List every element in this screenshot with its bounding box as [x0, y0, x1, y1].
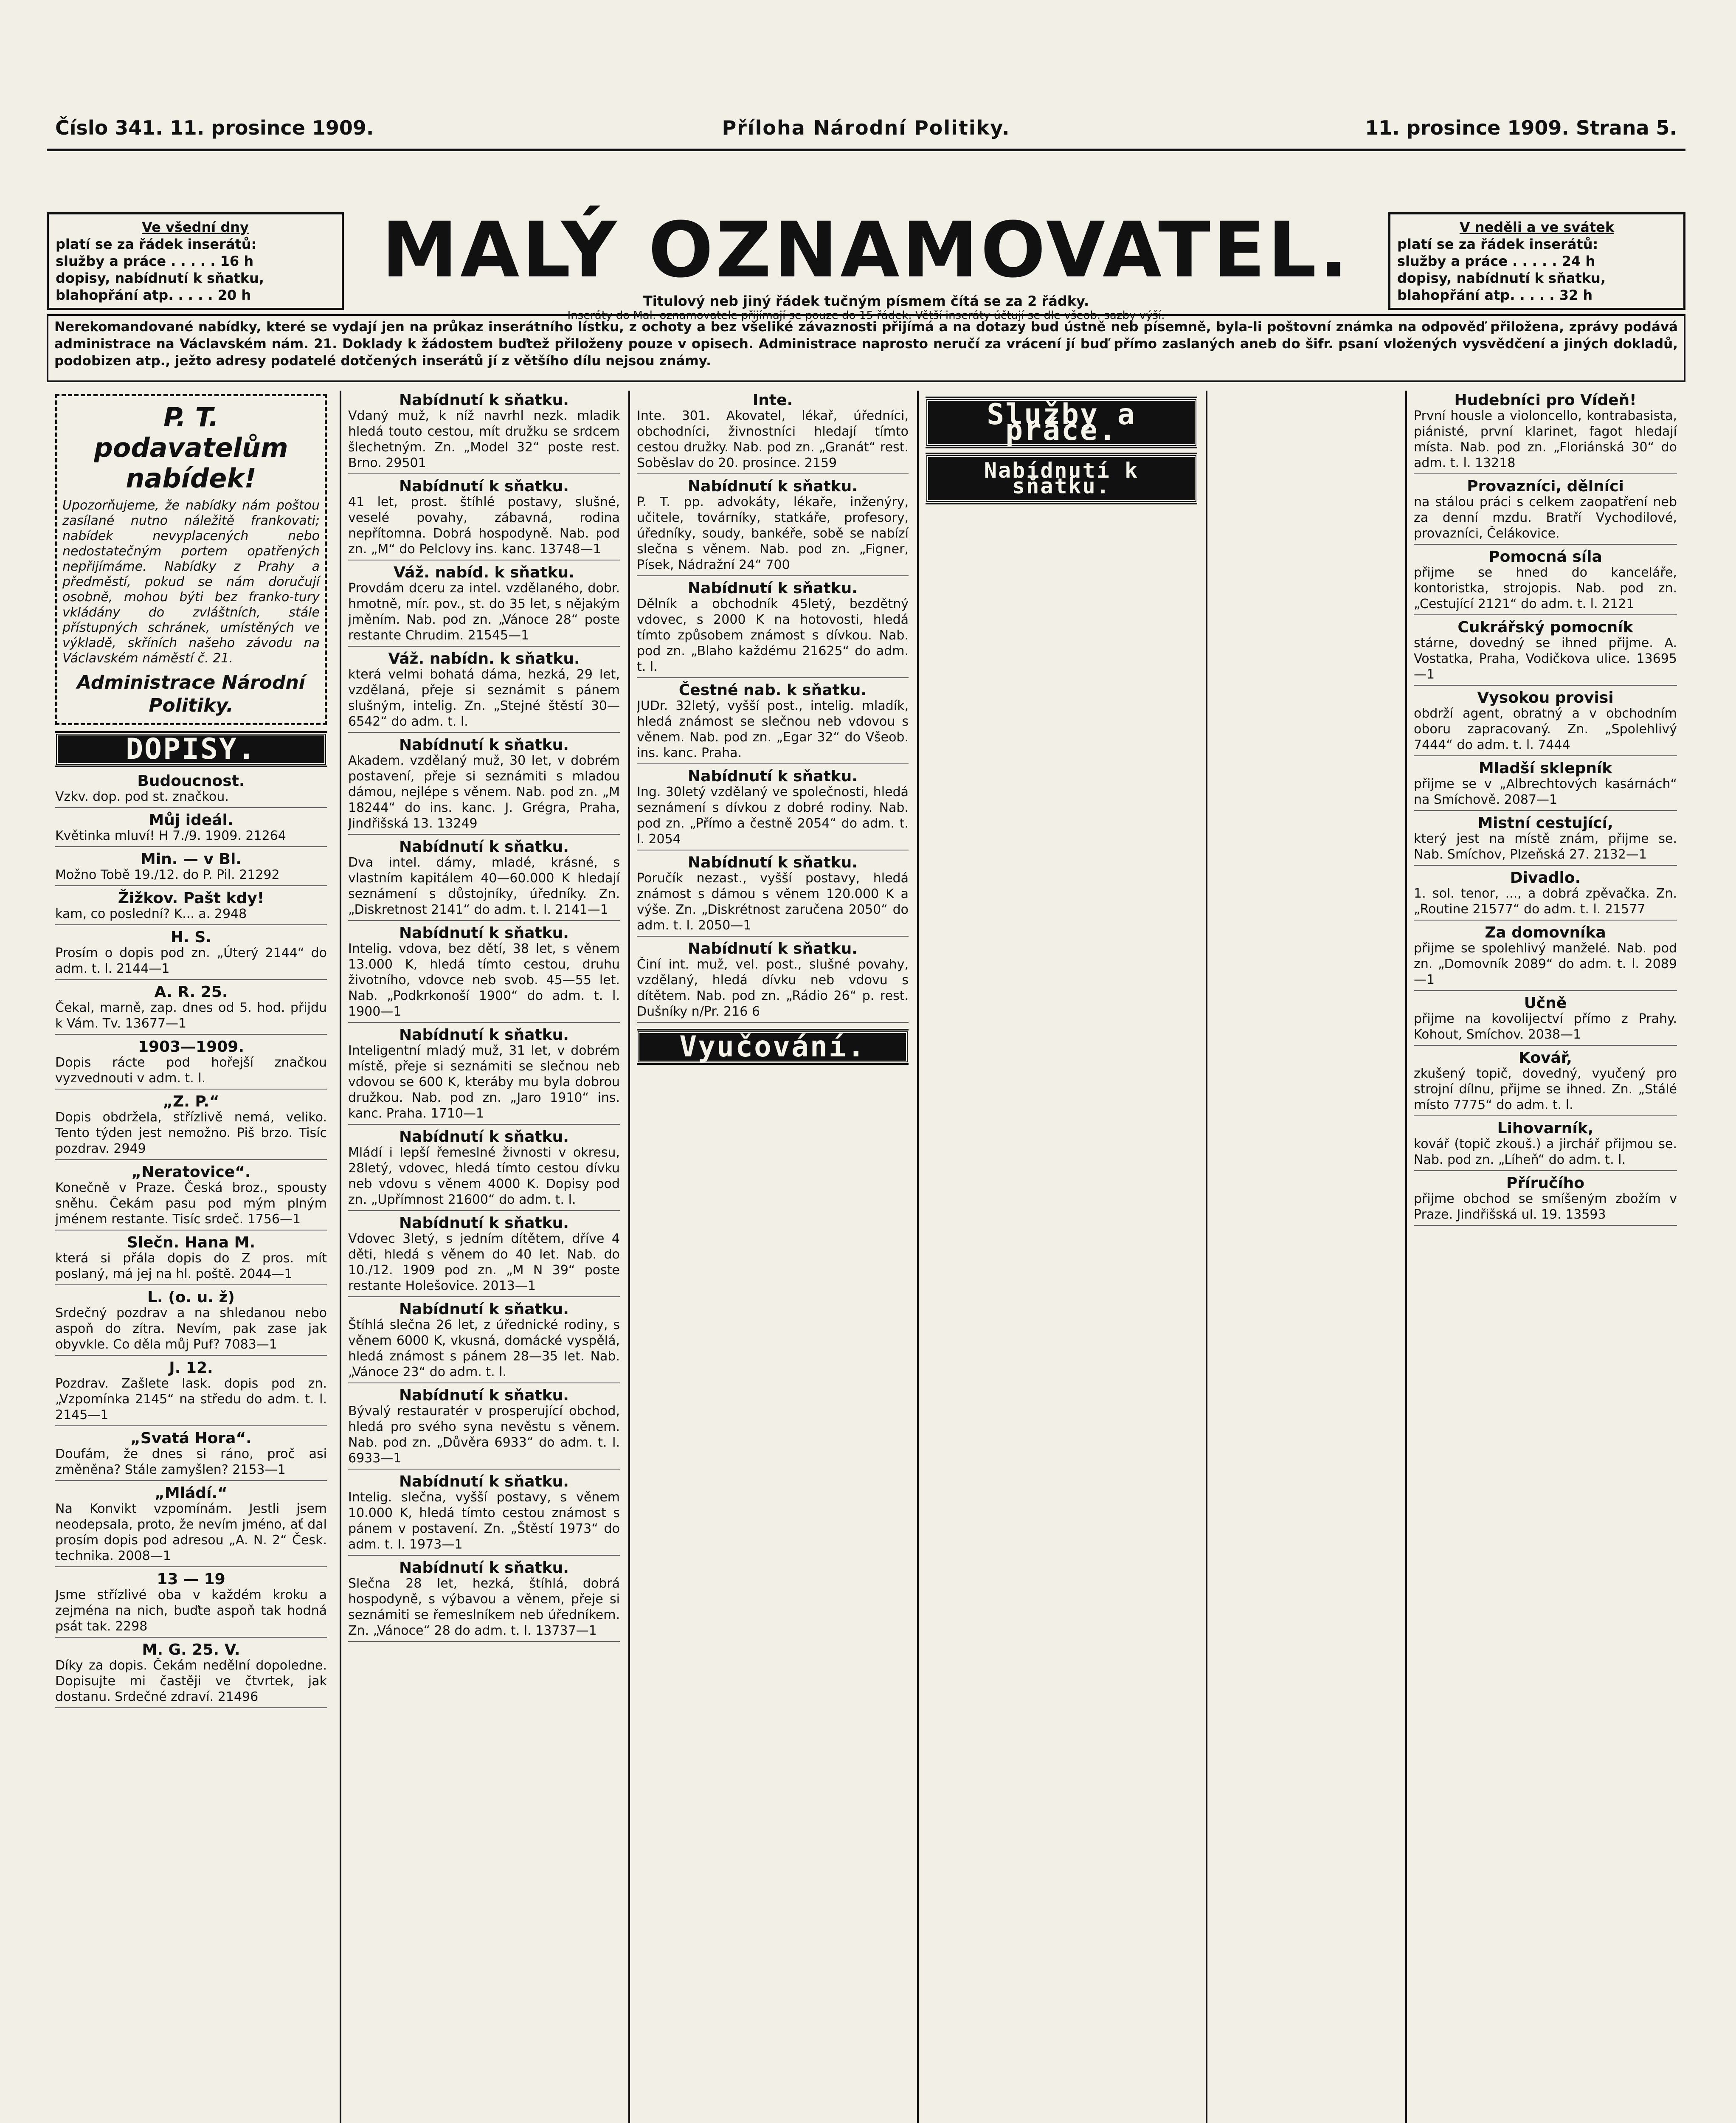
classified-ad	[348, 1301, 620, 1383]
ad-heading: Provazníci, dělníci	[1467, 478, 1624, 495]
ad-heading: Nabídnutí k sňatku.	[399, 391, 569, 409]
rates-weekday	[47, 212, 344, 310]
ad-text: Bývalý restauratér v prosperující obchod, hledá pro svého syna nevěstu s věnem. Nab. pod zn. „Důvěra 6933“ do adm. t. l. 6933—1	[348, 1404, 620, 1466]
classified-ad	[1414, 1050, 1677, 1116]
classified-ad	[55, 1642, 327, 1708]
ad-text: Čekal, marně, zap. dnes od 5. hod. přijdu k Vám. Tv. 13677—1	[55, 1000, 327, 1031]
notice-signature: Administrace Národní Politiky.	[77, 672, 305, 716]
ad-heading: Nabídnutí k sňatku.	[688, 768, 858, 785]
header-rule	[47, 149, 1685, 151]
ad-text: Dva intel. dámy, mladé, krásné, s vlastním kapitálem 40—60.000 K hledají seznámení s důstojníky, úředníky. Zn. „Diskretnost 2141“ do adm. t. l. 2141—1	[348, 855, 620, 917]
ad-text: Provdám dceru za intel. vzdělaného, dobr. hmotně, mír. pov., st. do 35 let, s nějakým jměním. Nab. pod zn. „Vánoce 28“ poste restante Chrudim. 21545—1	[348, 581, 620, 643]
classified-ad	[637, 392, 909, 474]
section-dopisy: DOPISY.	[55, 733, 327, 766]
ad-heading: Váž. nabíd. k sňatku.	[394, 564, 574, 581]
ad-text: Možno Tobě 19./12. do P. Pil. 21292	[55, 867, 280, 882]
ad-list	[55, 773, 327, 1708]
ad-heading: Kovář,	[1519, 1049, 1572, 1067]
classified-ad	[55, 1235, 327, 1285]
classified-ad	[1414, 392, 1677, 474]
classified-ad	[637, 479, 909, 576]
ad-heading: Nabídnutí k sňatku.	[688, 580, 858, 597]
ad-text: Štíhlá slečna 26 let, z úřednické rodiny, s věnem 6000 K, vkusná, domácké vyspělá, hledá známost s pánem 28—35 let. Nab. „Vánoce 23“ do adm. t. l.	[348, 1318, 620, 1380]
ad-text: Činí int. muž, vel. post., slušné povahy, vzdělaný, hledá dívku neb vdovu s dítětem. Nab. pod zn. „Rádio 26“ p. rest. Dušníky n/Pr. 216 6	[637, 957, 909, 1019]
ad-heading: Nabídnutí k sňatku.	[399, 736, 569, 754]
ad-heading: Nabídnutí k sňatku.	[399, 924, 569, 942]
ad-text: 41 let, prost. štíhlé postavy, slušné, veselé povahy, zábavná, rodina nepřítomna. Dobrá hospodyně. Nab. pod zn. „M“ do Pelclovy ins. kanc. 13748—1	[348, 495, 620, 557]
ad-text: Pozdrav. Zašlete lask. dopis pod zn. „Vzpomínka 2145“ na středu do adm. t. l. 2145—1	[55, 1376, 327, 1422]
classified-ad	[348, 839, 620, 921]
classified-ad	[348, 1027, 620, 1125]
ad-text: P. T. pp. advokáty, lékaře, inženýry, učitele, továrníky, statkáře, profesory, úředníky, soudy, bankéře, sobě se nabízí slečna s věnem. Nab. pod zn. „Figner, Písek, Nádražní 24“ 700	[637, 495, 909, 572]
classified-ad	[55, 1164, 327, 1230]
classified-ad	[637, 855, 909, 937]
ad-text: která si přála dopis do Z pros. mít poslaný, má jej na hl. poště. 2044—1	[55, 1251, 327, 1281]
column-divider	[628, 391, 630, 2123]
classified-ad	[55, 1360, 327, 1426]
ad-heading: Cukrářský pomocník	[1457, 619, 1633, 636]
ad-heading: Žižkov. Pašt kdy!	[118, 890, 264, 907]
rate-line: platí se za řádek inserátů:	[56, 236, 257, 252]
column-1	[55, 391, 327, 2123]
ad-text: Slečna 28 let, hezká, štíhlá, dobrá hospodyně, s výbavou a věnem, přeje si seznámiti se řemeslníkem neb úředníkem. Zn. „Vánoce“ 28 do adm. t. l. 13737—1	[348, 1576, 620, 1638]
classified-ad	[55, 890, 327, 925]
ad-text: Květinka mluví! H 7./9. 1909. 21264	[55, 828, 286, 843]
rate-line: blahopřání atp. . . . . 20 h	[56, 287, 251, 303]
classified-ad	[348, 1215, 620, 1297]
classified-ad	[348, 651, 620, 733]
newspaper-page	[47, 25, 1685, 2123]
ad-heading: J. 12.	[169, 1359, 213, 1377]
administration-notice: Nerekomandované nabídky, které se vydají jen na průkaz inserátního lístku, z ochoty a bez všeliké závaznosti přijímá a na dotazy bud ústně neb písemně, byla-li poštovní známka na odpověď přiložena, zprávy podává administrace na Václavském nám. 21. Doklady k žádostem buďtež přiloženy pouze v opisech. Administrace naprosto neručí za vrácení jí buď přímo zaslaných aneb do šifr. psaní vložených vysvědčení a jiných dokladů, podobizen atp., ježto adresy podatelé dotčených inserátů jí z většího dílu nejsou známy.	[47, 314, 1685, 382]
ad-heading: Slečn. Hana M.	[127, 1234, 256, 1251]
classified-ad	[348, 1474, 620, 1556]
ad-heading: Lihovarník,	[1497, 1120, 1594, 1137]
ad-text: která velmi bohatá dáma, hezká, 29 let, vzdělaná, přeje si seznámit s pánem slušným, intelig. Zn. „Stejné štěstí 30—6542“ do adm. t. l.	[348, 667, 620, 729]
ad-heading: H. S.	[171, 929, 211, 946]
ad-heading: Vysokou provisi	[1477, 689, 1614, 707]
ad-heading: Nabídnutí k sňatku.	[688, 940, 858, 957]
masthead-note: Inseráty do Mal. oznamovatele přijímají se pouze do 15 řádek. Větší inseráty účtují se dle všeob. sazby výší.	[567, 309, 1165, 322]
classified-ad	[637, 769, 909, 850]
ad-text: Vzkv. dop. pod st. značkou.	[55, 789, 229, 804]
column-2	[348, 391, 620, 2123]
masthead-title: MALÝ OZNAMOVATEL.	[381, 206, 1351, 295]
date-page: 11. prosince 1909. Strana 5.	[1365, 116, 1677, 139]
supplement-title: Příloha Národní Politiky.	[722, 116, 1010, 139]
classified-ad	[55, 812, 327, 847]
classified-ad	[1414, 815, 1677, 866]
ad-heading: Nabídnutí k sňatku.	[399, 1473, 569, 1490]
ad-text: Doufám, že dnes si ráno, proč asi změněna? Stále zamyšlen? 2153—1	[55, 1447, 327, 1477]
ad-heading: Za domovníka	[1485, 924, 1606, 941]
ad-text: 1. sol. tenor, ..., a dobrá zpěvačka. Zn. „Routine 21577“ do adm. t. l. 21577	[1414, 886, 1677, 917]
ad-text: obdrží agent, obratný a v obchodním oboru zapracovaný. Zn. „Spolehlivý 7444“ do adm. t. l. 7444	[1414, 706, 1677, 752]
classified-ad	[348, 1388, 620, 1470]
ad-text: Konečně v Praze. Česká broz., spousty sněhu. Čekám pasu pod mým plným jménem restante. Tisíc srdeč. 1756—1	[55, 1180, 327, 1227]
classified-ad	[55, 1094, 327, 1160]
ad-heading: Nabídnutí k sňatku.	[399, 1128, 569, 1146]
ad-heading: Můj ideál.	[149, 811, 234, 829]
section-sluzby: Služby a práce.	[926, 398, 1197, 447]
ad-heading: „Z. P.“	[163, 1093, 219, 1110]
classified-ad	[637, 941, 909, 1023]
ad-text: přijme se v „Albrechtových kasárnách“ na Smíchově. 2087—1	[1414, 777, 1677, 807]
classified-ad	[1414, 1121, 1677, 1171]
column-4	[926, 391, 1197, 2123]
column-divider	[1405, 391, 1407, 2123]
notice-title: P. T. podavatelům nabídek!	[94, 402, 288, 494]
ad-heading: Nabídnutí k sňatku.	[399, 1387, 569, 1404]
ad-heading: Divadlo.	[1510, 869, 1581, 887]
classified-ad	[1414, 690, 1677, 756]
ad-text: JUDr. 32letý, vyšší post., intelig. mladík, hledá známost se slečnou neb vdovou s věnem. Nab. pod zn. „Egar 32“ do Všeob. ins. kanc. Praha.	[637, 698, 909, 760]
classified-ad	[1414, 549, 1677, 615]
column-divider	[1206, 391, 1207, 2123]
ad-heading: „Svatá Hora“.	[130, 1430, 252, 1447]
classified-ad	[1414, 995, 1677, 1046]
ad-text: Dopis obdržela, střízlivě nemá, veliko. Tento týden jest nemožno. Piš brzo. Tisíc pozdrav. 2949	[55, 1110, 327, 1156]
ad-heading: 13 — 19	[157, 1571, 225, 1588]
ad-text: Ing. 30letý vzdělaný ve společnosti, hledá seznámení s dívkou z dobré rodiny. Nab. pod zn. „Přímo a čestně 2054“ do adm. t. l. 2054	[637, 785, 909, 847]
ad-heading: A. R. 25.	[154, 983, 228, 1001]
ad-heading: Nabídnutí k sňatku.	[399, 1026, 569, 1044]
classified-ad	[55, 1290, 327, 1356]
ad-heading: Nabídnutí k sňatku.	[399, 1301, 569, 1318]
rate-line: blahopřání atp. . . . . 32 h	[1397, 287, 1593, 303]
column-divider	[340, 391, 341, 2123]
classified-ad	[1414, 760, 1677, 811]
ad-text: který jest na místě znám, přijme se. Nab. Smíchov, Plzeňská 27. 2132—1	[1414, 831, 1677, 862]
ad-heading: Nabídnutí k sňatku.	[399, 478, 569, 495]
ad-text: Intelig. vdova, bez dětí, 38 let, s věnem 13.000 K, hledá tímto cestou, druhu životního, vdovce neb svob. 45—55 let. Nab. „Podkrkonoší 1900“ do adm. t. l. 1900—1	[348, 941, 620, 1019]
rates-sunday	[1388, 212, 1685, 310]
rate-line: dopisy, nabídnutí k sňatku,	[1397, 270, 1606, 286]
ad-heading: Nabídnutí k sňatku.	[399, 838, 569, 856]
ad-text: přijme obchod se smíšeným zbožím v Praze. Jindřišská ul. 19. 13593	[1414, 1191, 1677, 1222]
ad-text: Intelig. slečna, vyšší postavy, s věnem 10.000 K, hledá tímto cestou známost s pánem v postavení. Zn. „Štěstí 1973“ do adm. t. l. 1973—1	[348, 1490, 620, 1552]
rate-line: dopisy, nabídnutí k sňatku,	[56, 270, 264, 286]
classified-ad	[348, 1560, 620, 1642]
ad-heading: Min. — v Bl.	[141, 850, 242, 868]
ad-heading: Nabídnutí k sňatku.	[399, 1559, 569, 1577]
ad-heading: Mladší sklepník	[1478, 760, 1612, 777]
ad-text: přijme se spolehlivý manželé. Nab. pod zn. „Domovník 2089“ do adm. t. l. 2089—1	[1414, 941, 1677, 987]
ad-text: Mládí i lepší řemeslné živnosti v okresu, 28letý, vdovec, hledá tímto cestou dívku neb vdovu s věnem 4000 K. Dopisy pod zn. „Upřímnost 21600“ do adm. t. l.	[348, 1145, 620, 1207]
ad-heading: Váž. nabídn. k sňatku.	[388, 650, 580, 667]
ad-list	[348, 392, 620, 1642]
classified-ad	[55, 1430, 327, 1481]
ad-text: Vdovec 3letý, s jedním dítětem, dříve 4 děti, hledá s věnem do 40 let. Nab. do 10./12. 1909 pod zn. „M N 39“ poste restante Holešovice. 2013—1	[348, 1231, 620, 1293]
notice-to-advertisers	[55, 394, 327, 725]
ad-text: stárne, dovedný se ihned přijme. A. Vostatka, Praha, Vodičkova ulice. 13695—1	[1414, 636, 1677, 682]
ad-heading: Pomocná síla	[1488, 548, 1602, 566]
ad-text: První housle a violoncello, kontrabasista, piánisté, první klarinet, fagot hledají místa. Nab. pod zn. „Floriánská 30“ do adm. t. l. 13218	[1414, 408, 1677, 470]
ad-heading: Nabídnutí k sňatku.	[688, 478, 858, 495]
classified-ad	[637, 580, 909, 678]
classified-ad	[55, 851, 327, 886]
ad-heading: „Mládí.“	[155, 1484, 228, 1502]
column-divider	[917, 391, 919, 2123]
column-3	[637, 391, 909, 2123]
issue-number: Číslo 341. 11. prosince 1909.	[55, 116, 374, 139]
rates-sunday-title: V neděli a ve svátek	[1459, 219, 1615, 235]
ad-text: Poručík nezast., vyšší postavy, hledá známost s dámou s věnem 120.000 K a výše. Zn. „Diskrétnost zaručena 2050“ do adm. t. l. 2050—1	[637, 871, 909, 933]
classified-ad	[1414, 925, 1677, 991]
rate-line: služby a práce . . . . . 24 h	[1397, 253, 1595, 269]
ad-heading: Nabídnutí k sňatku.	[688, 854, 858, 871]
ad-text: na stálou práci s celkem zaopatření neb za denní mzdu. Bratří Vychodilové, provazníci, Čelákovice.	[1414, 495, 1677, 541]
rate-line: platí se za řádek inserátů:	[1397, 236, 1598, 252]
ad-text: zkušený topič, dovedný, vyučený pro strojní dílnu, přijme se ihned. Zn. „Stálé místo 7775“ do adm. t. l.	[1414, 1066, 1677, 1112]
ad-heading: Příručího	[1506, 1174, 1584, 1192]
ad-heading: Nabídnutí k sňatku.	[399, 1214, 569, 1232]
masthead	[369, 206, 1363, 322]
ad-heading: 1903—1909.	[138, 1038, 245, 1056]
masthead-subtitle: Titulový neb jiný řádek tučným písmem čítá se za 2 řádky.	[643, 293, 1089, 309]
classified-ad	[55, 929, 327, 980]
ad-heading: Budoucnost.	[137, 772, 245, 790]
ad-text: přijme na kovolijectví přímo z Prahy. Kohout, Smíchov. 2038—1	[1414, 1011, 1677, 1042]
classified-ad	[637, 682, 909, 764]
ad-text: Dělník a obchodník 45letý, bezdětný vdovec, s 2000 K na hotovosti, hledá tímto způsobem známost s dívkou. Nab. pod zn. „Blaho každému 21625“ do adm. t. l.	[637, 597, 909, 674]
classified-ad	[1414, 619, 1677, 686]
classified-ad	[55, 773, 327, 808]
ad-text: Inteligentní mladý muž, 31 let, v dobrém místě, přeje si seznámiti se slečnou neb vdovou se 600 K, kteráby mu byla dobrou družkou. Nab. pod zn. „Jaro 1910“ ins. kanc. Praha. 1710—1	[348, 1043, 620, 1121]
ad-heading: L. (o. u. ž)	[147, 1289, 235, 1306]
ad-heading: „Neratovice“.	[131, 1163, 251, 1181]
classified-ad	[348, 479, 620, 560]
ad-heading: Čestné nab. k sňatku.	[678, 681, 867, 699]
ad-text: Jsme střízlivé oba v každém kroku a zejména na nich, buďte aspoň tak hodná psát tak. 2298	[55, 1588, 327, 1634]
classified-ad	[55, 1039, 327, 1090]
section-snatky: Nabídnutí k sňatku.	[926, 454, 1197, 503]
classified-ad	[348, 565, 620, 647]
rate-line: služby a práce . . . . . 16 h	[56, 253, 254, 269]
ad-text: Akadem. vzdělaný muž, 30 let, v dobrém postavení, přeje si seznámiti s mladou dámou, nejlépe s věnem. Nab. pod zn. „M 18244“ do ins. kanc. J. Grégra, Praha, Jindřišská 13. 13249	[348, 753, 620, 831]
ad-text: kovář (topič zkouš.) a jirchář přijmou se. Nab. pod zn. „Líheň“ do adm. t. l.	[1414, 1137, 1677, 1167]
classified-ad	[55, 1571, 327, 1638]
ad-text: přijme se hned do kanceláře, kontoristka, strojopis. Nab. pod zn. „Cestující 2121“ do adm. t. l. 2121	[1414, 565, 1677, 611]
ad-text: Vdaný muž, k níž navrhl nezk. mladik hledá touto cestou, mít družku se srdcem šlechetným. Zn. „Model 32“ poste rest. Brno. 29501	[348, 408, 620, 470]
column-5	[1414, 391, 1677, 2123]
ad-heading: M. G. 25. V.	[142, 1641, 240, 1658]
classified-ad	[55, 1485, 327, 1567]
section-vyucovani: Vyučování.	[637, 1031, 909, 1063]
classified-ad	[348, 925, 620, 1023]
ad-text: Inte. 301. Akovatel, lékař, úředníci, obchodníci, živnostníci hledají tímto cestou družky. Nab. pod zn. „Granát“ rest. Soběslav do 20. prosince. 2159	[637, 408, 909, 470]
ad-heading: Mistní cestující,	[1477, 814, 1613, 832]
ad-list	[1414, 392, 1677, 1226]
ad-text: Prosím o dopis pod zn. „Úterý 2144“ do adm. t. l. 2144—1	[55, 946, 327, 976]
ad-heading: Hudebníci pro Vídeň!	[1454, 391, 1637, 409]
classified-ad	[1414, 870, 1677, 921]
ad-heading: Učně	[1524, 994, 1567, 1012]
ad-list	[637, 392, 909, 1023]
ad-heading: Inte.	[752, 391, 793, 409]
ad-text: Dopis rácte pod hořejší značkou vyzvednouti v adm. t. l.	[55, 1055, 327, 1086]
classified-ad	[348, 1129, 620, 1211]
classified-ad	[1414, 1175, 1677, 1226]
classified-ad	[348, 737, 620, 835]
rates-weekday-title: Ve všední dny	[142, 219, 249, 235]
ad-text: Na Konvikt vzpomínám. Jestli jsem neodepsala, proto, že nevím jméno, ať dal prosím dopis pod adresou „A. N. 2“ Česk. technika. 2008—1	[55, 1501, 327, 1563]
classified-ad	[348, 392, 620, 474]
classified-ad	[1414, 479, 1677, 545]
running-header	[47, 110, 1685, 144]
ad-text: Díky za dopis. Čekám nedělní dopoledne. Dopisujte mi častěji ve čtvrtek, jak dostanu. Srdečné zdraví. 21496	[55, 1658, 327, 1704]
classified-ad	[55, 984, 327, 1035]
notice-body: Upozorňujeme, že nabídky nám poštou zasílané nutno náležitě frankovati; nabídek nevyplacených nebo nedostatečným portem opatřených nepřijímáme. Nabídky z Prahy a předměstí, pokud se nám doručují osobně, mohou býti bez franko-tury vkládány do zvláštních, stále přístupných schránek, umístěných ve výkladě, skříních našeho závodu na Václavském náměstí č. 21.	[62, 498, 320, 666]
ad-text: kam, co poslední? K... a. 2948	[55, 907, 247, 921]
ad-text: Srdečný pozdrav a na shledanou nebo aspoň do zítra. Nevím, pak zase jak obyvkle. Co děla můj Puf? 7083—1	[55, 1306, 327, 1352]
